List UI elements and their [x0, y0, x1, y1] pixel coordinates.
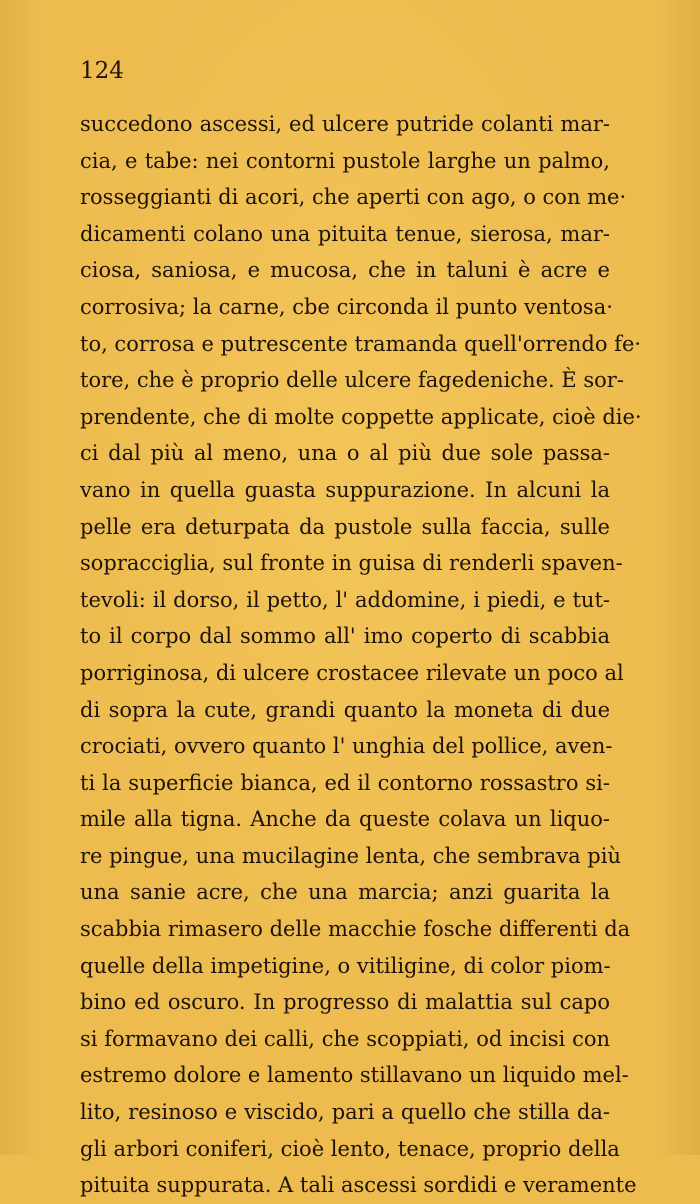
- text-line: ciosa, saniosa, e mucosa, che in taluni è acre e: [80, 258, 610, 283]
- text-line: gli arbori coniferi, cioè lento, tenace, proprio della: [80, 1136, 620, 1161]
- text-line: di sopra la cute, grandi quanto la moneta di due: [80, 697, 610, 722]
- text-line: una sanie acre, che una marcia; anzi guarita la: [80, 880, 610, 905]
- text-line: prendente, che di molte coppette applicate, cioè die·: [80, 404, 642, 429]
- text-line: re pingue, una mucilagine lenta, che sembrava più: [80, 843, 621, 868]
- text-line: si formavano dei calli, che scoppiati, od incisi con: [80, 1026, 610, 1051]
- text-line: dicamenti colano una pituita tenue, sierosa, mar-: [80, 221, 610, 246]
- page-number: 124: [80, 58, 124, 84]
- text-line: ci dal più al meno, una o al più due sole passa-: [80, 441, 610, 466]
- text-line: cia, e tabe: nei contorni pustole larghe un palmo,: [80, 148, 610, 173]
- text-line: to il corpo dal sommo all' imo coperto di scabbia: [80, 624, 610, 649]
- text-line: sopracciglia, sul fronte in guisa di renderli spaven-: [80, 551, 623, 576]
- text-line: pelle era deturpata da pustole sulla faccia, sulle: [80, 514, 610, 539]
- text-line: corrosiva; la carne, cbe circonda il punto ventosa·: [80, 294, 613, 319]
- text-line: crociati, ovvero quanto l' unghia del pollice, aven-: [80, 734, 613, 759]
- text-line: bino ed oscuro. In progresso di malattia sul capo: [80, 990, 610, 1015]
- text-line: tevoli: il dorso, il petto, l' addomine, i piedi, e tut-: [80, 587, 610, 612]
- text-line: tore, che è proprio delle ulcere fagedeniche. È sor-: [80, 368, 624, 393]
- text-line: vano in quella guasta suppurazione. In alcuni la: [80, 477, 610, 502]
- text-line: rosseggianti di acori, che aperti con ago, o con me·: [80, 185, 627, 210]
- text-line: lito, resinoso e viscido, pari a quello che stilla da-: [80, 1100, 610, 1125]
- text-line: to, corrosa e putrescente tramanda quell'orrendo fe·: [80, 331, 642, 356]
- text-line: pituita suppurata. A tali ascessi sordidi e veramente: [80, 1173, 637, 1198]
- text-line: porriginosa, di ulcere crostacee rilevate un poco al: [80, 660, 624, 685]
- text-line: succedono ascessi, ed ulcere putride colanti mar-: [80, 112, 610, 136]
- text-line: scabbia rimasero delle macchie fosche differenti da: [80, 917, 631, 942]
- text-line: quelle della impetigine, o vitiligine, di color piom-: [80, 953, 611, 978]
- text-line: estremo dolore e lamento stillavano un liquido mel-: [80, 1063, 629, 1088]
- text-line: mile alla tigna. Anche da queste colava un liquo-: [80, 807, 610, 832]
- text-line: ti la superficie bianca, ed il contorno rossastro si-: [80, 770, 610, 795]
- body-text: [80, 106, 642, 1204]
